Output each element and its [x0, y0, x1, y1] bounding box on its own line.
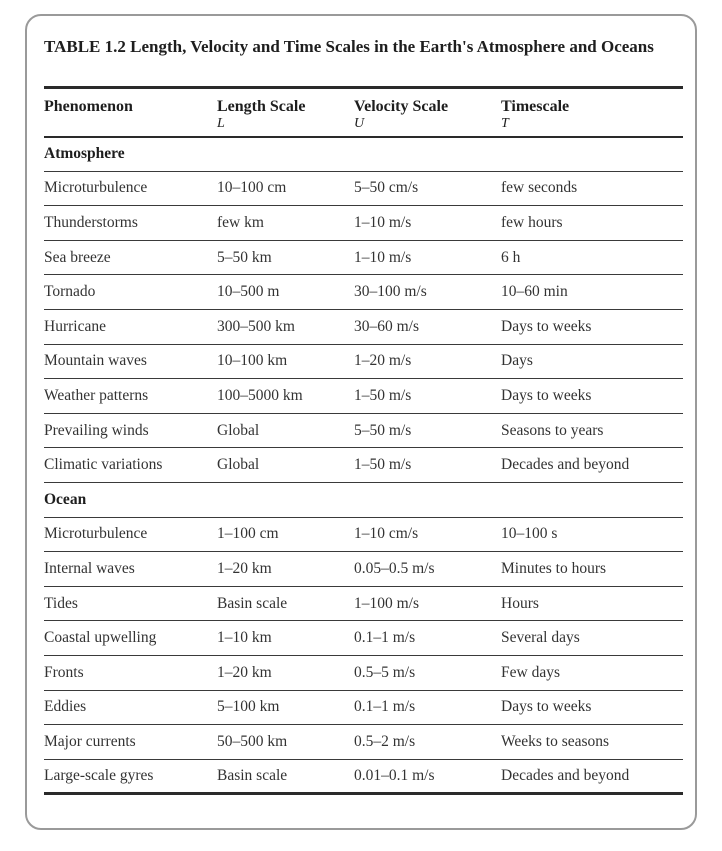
table-row: [44, 275, 683, 310]
length-scale-cell: 1–100 cm: [217, 525, 279, 543]
timescale-cell: Hours: [501, 594, 539, 612]
table-row: [44, 586, 683, 621]
section-row: [44, 137, 683, 172]
timescale-cell: Few days: [501, 663, 560, 681]
phenomenon-cell: Climatic variations: [44, 456, 163, 474]
length-scale-cell: 300–500 km: [217, 317, 295, 335]
table-row: [44, 655, 683, 690]
column-header-symbol: U: [354, 116, 365, 131]
table-row: [44, 725, 683, 760]
length-scale-cell: 1–20 km: [217, 559, 272, 577]
column-header-label: Timescale: [501, 98, 570, 115]
table-row: [44, 552, 683, 587]
timescale-cell: Seasons to years: [501, 421, 604, 439]
velocity-scale-cell: 0.5–2 m/s: [354, 732, 416, 750]
length-scale-cell: few km: [217, 213, 264, 231]
column-header-symbol: L: [217, 116, 225, 131]
timescale-cell: Days to weeks: [501, 386, 592, 404]
phenomenon-cell: Tides: [44, 594, 78, 612]
phenomenon-cell: Thunderstorms: [44, 213, 138, 231]
velocity-scale-cell: 0.1–1 m/s: [354, 698, 416, 716]
timescale-cell: Days to weeks: [501, 698, 592, 716]
timescale-cell: few seconds: [501, 179, 578, 197]
velocity-scale-cell: 1–10 m/s: [354, 213, 412, 231]
timescale-cell: Days: [501, 352, 533, 370]
phenomenon-cell: Large-scale gyres: [44, 766, 154, 784]
section-heading: Ocean: [44, 490, 87, 508]
phenomenon-cell: Major currents: [44, 732, 136, 750]
velocity-scale-cell: 1–50 m/s: [354, 386, 412, 404]
velocity-scale-cell: 30–100 m/s: [354, 283, 427, 301]
table-body: [44, 137, 683, 794]
velocity-scale-cell: 1–100 m/s: [354, 594, 420, 612]
velocity-scale-cell: 1–20 m/s: [354, 352, 412, 370]
table-row: [44, 413, 683, 448]
table-row: [44, 379, 683, 414]
phenomenon-cell: Fronts: [44, 663, 84, 681]
timescale-cell: Several days: [501, 629, 580, 647]
timescale-cell: Decades and beyond: [501, 456, 630, 474]
column-header-velocity-scale: [354, 88, 501, 137]
phenomenon-cell: Hurricane: [44, 317, 106, 335]
phenomenon-cell: Weather patterns: [44, 386, 149, 404]
table-row: [44, 448, 683, 483]
timescale-cell: 10–100 s: [501, 525, 558, 543]
length-scale-cell: 5–50 km: [217, 248, 272, 266]
velocity-scale-cell: 0.05–0.5 m/s: [354, 559, 435, 577]
timescale-cell: Decades and beyond: [501, 766, 630, 784]
phenomenon-cell: Internal waves: [44, 559, 135, 577]
table-row: [44, 206, 683, 241]
column-header-length-scale: [217, 88, 354, 137]
section-heading: Atmosphere: [44, 145, 125, 163]
header-row: [44, 88, 683, 137]
phenomenon-cell: Prevailing winds: [44, 421, 149, 439]
timescale-cell: Days to weeks: [501, 317, 592, 335]
velocity-scale-cell: 5–50 cm/s: [354, 179, 419, 197]
phenomenon-cell: Mountain waves: [44, 352, 147, 370]
velocity-scale-cell: 0.01–0.1 m/s: [354, 766, 435, 784]
length-scale-cell: 50–500 km: [217, 732, 288, 750]
velocity-scale-cell: 30–60 m/s: [354, 317, 420, 335]
timescale-cell: Minutes to hours: [501, 559, 607, 577]
table-row: [44, 240, 683, 275]
length-scale-cell: 10–100 km: [217, 352, 288, 370]
table-row: [44, 344, 683, 379]
phenomenon-cell: Coastal upwelling: [44, 629, 157, 647]
phenomenon-cell: Sea breeze: [44, 248, 111, 266]
length-scale-cell: Basin scale: [217, 594, 288, 612]
column-header-symbol: T: [501, 116, 509, 131]
column-header-label: Velocity Scale: [354, 98, 449, 115]
timescale-cell: few hours: [501, 213, 563, 231]
column-header-label: Length Scale: [217, 98, 306, 115]
phenomenon-cell: Microturbulence: [44, 525, 148, 543]
table-row: [44, 759, 683, 794]
timescale-cell: 10–60 min: [501, 283, 568, 301]
column-header-phenomenon: [44, 88, 217, 137]
timescale-cell: 6 h: [501, 248, 521, 266]
section-row: [44, 482, 683, 517]
phenomenon-cell: Tornado: [44, 283, 96, 301]
phenomenon-cell: Microturbulence: [44, 179, 148, 197]
length-scale-cell: 1–10 km: [217, 629, 272, 647]
table-title: TABLE 1.2 Length, Velocity and Time Scales in the Earth's Atmosphere and Oceans: [44, 37, 654, 56]
table-row: [44, 517, 683, 552]
velocity-scale-cell: 5–50 m/s: [354, 421, 412, 439]
velocity-scale-cell: 1–50 m/s: [354, 456, 412, 474]
length-scale-cell: 1–20 km: [217, 663, 272, 681]
table-row: [44, 690, 683, 725]
column-header-label: Phenomenon: [44, 98, 133, 115]
phenomenon-cell: Eddies: [44, 698, 87, 716]
timescale-cell: Weeks to seasons: [501, 732, 610, 750]
table-row: [44, 171, 683, 206]
scales-table: [44, 86, 683, 795]
length-scale-cell: Basin scale: [217, 766, 288, 784]
length-scale-cell: Global: [217, 456, 260, 474]
table-row: [44, 621, 683, 656]
length-scale-cell: Global: [217, 421, 260, 439]
length-scale-cell: 5–100 km: [217, 698, 280, 716]
length-scale-cell: 10–500 m: [217, 283, 280, 301]
velocity-scale-cell: 1–10 cm/s: [354, 525, 419, 543]
column-header-timescale: [501, 88, 683, 137]
velocity-scale-cell: 1–10 m/s: [354, 248, 412, 266]
velocity-scale-cell: 0.1–1 m/s: [354, 629, 416, 647]
length-scale-cell: 10–100 cm: [217, 179, 287, 197]
table-row: [44, 309, 683, 344]
velocity-scale-cell: 0.5–5 m/s: [354, 663, 416, 681]
length-scale-cell: 100–5000 km: [217, 386, 303, 404]
